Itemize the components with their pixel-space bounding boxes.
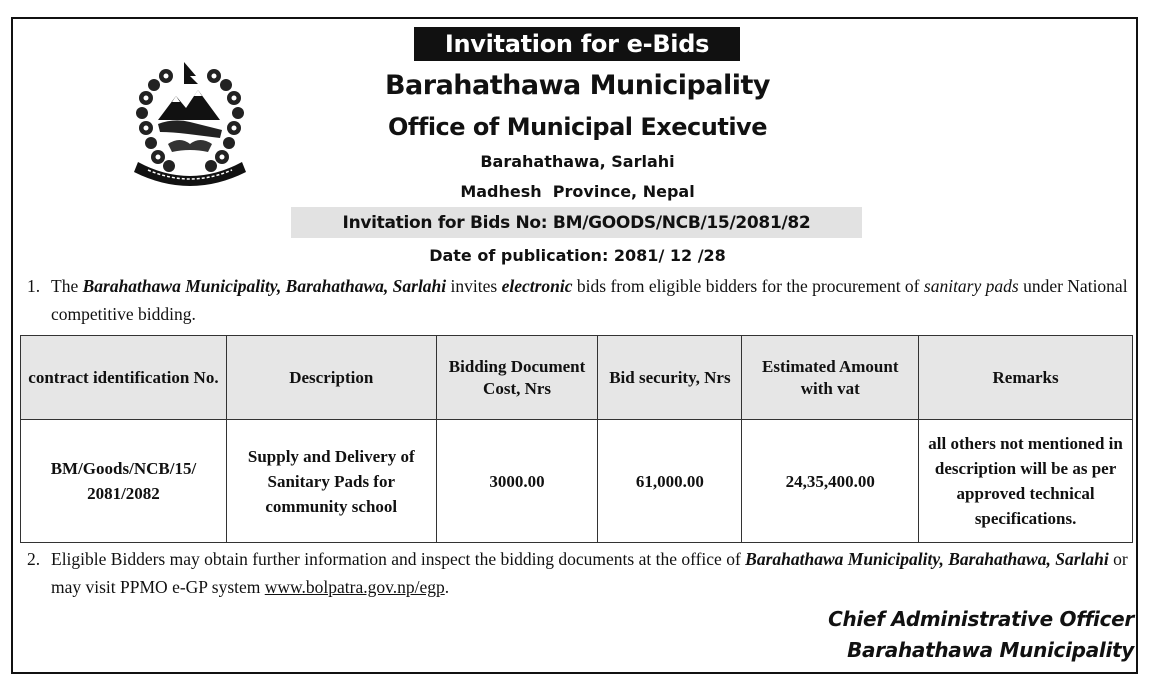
column-header: Description bbox=[226, 336, 436, 420]
paragraph-number: 1. bbox=[27, 276, 41, 296]
table-cell: 24,35,400.00 bbox=[742, 420, 919, 543]
bid-number: Invitation for Bids No: BM/GOODS/NCB/15/2081/82 bbox=[291, 207, 862, 238]
paragraph-1-text: The Barahathawa Municipality, Barahathawa, Sarlahi invites electronic bids from eligible bidders for the procurement of sanitary pads under National competitive bidding. bbox=[51, 276, 1128, 324]
table-row bbox=[21, 420, 1133, 543]
publication-date: Date of publication: 2081/ 12 /28 bbox=[429, 246, 726, 265]
column-header: Remarks bbox=[919, 336, 1133, 420]
column-header: contract identification No. bbox=[21, 336, 227, 420]
bid-table bbox=[20, 335, 1133, 543]
egp-link[interactable]: www.bolpatra.gov.np/egp bbox=[264, 577, 445, 597]
column-header: Bidding Document Cost, Nrs bbox=[436, 336, 598, 420]
table-cell: 61,000.00 bbox=[598, 420, 742, 543]
signatory-title: Chief Administrative Officer bbox=[828, 607, 1134, 631]
table-cell: Supply and Delivery of Sanitary Pads for community school bbox=[226, 420, 436, 543]
paragraph-2 bbox=[27, 545, 1137, 601]
paragraph-number: 2. bbox=[27, 549, 41, 569]
signatory-organization: Barahathawa Municipality bbox=[847, 638, 1134, 662]
column-header: Bid security, Nrs bbox=[598, 336, 742, 420]
location-text: Barahathawa, Sarlahi bbox=[480, 152, 675, 171]
municipality-title: Barahathawa Municipality bbox=[384, 70, 771, 101]
paragraph-1 bbox=[27, 272, 1137, 328]
table-cell: 3000.00 bbox=[436, 420, 598, 543]
column-header: Estimated Amount with vat bbox=[742, 336, 919, 420]
table-cell: BM/Goods/NCB/15/ 2081/2082 bbox=[21, 420, 227, 543]
nepal-government-emblem-icon bbox=[124, 58, 256, 190]
table-header-row bbox=[21, 336, 1133, 420]
notice-banner: Invitation for e-Bids bbox=[414, 27, 740, 61]
office-title: Office of Municipal Executive bbox=[388, 113, 767, 141]
province-text: Madhesh Province, Nepal bbox=[460, 182, 695, 201]
paragraph-2-text: Eligible Bidders may obtain further information and inspect the bidding documents at the office of Barahathawa Municipality, Barahathawa, Sarlahi or may visit PPMO e-GP system www.bolpatra.gov.np/egp. bbox=[51, 549, 1128, 597]
table-cell: all others not mentioned in description will be as per approved technical specifications. bbox=[919, 420, 1133, 543]
